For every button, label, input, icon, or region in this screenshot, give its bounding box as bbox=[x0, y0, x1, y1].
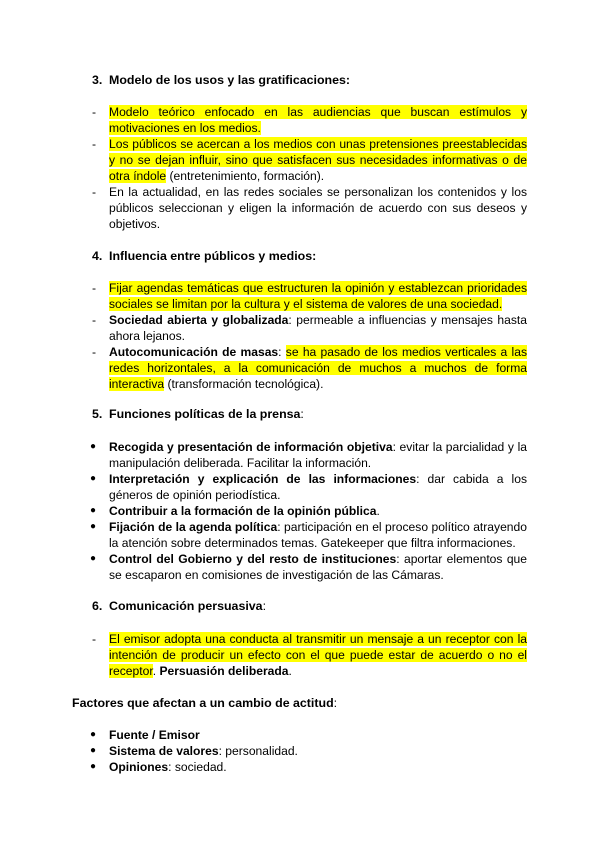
bold-term: Contribuir a la formación de la opinión pública bbox=[109, 504, 377, 518]
bullet-marker: ● bbox=[90, 761, 97, 772]
dash-marker: - bbox=[92, 313, 97, 327]
section-5-number: 5. bbox=[92, 407, 103, 421]
section-5-item-4 bbox=[92, 519, 527, 551]
bold-term: Sociedad abierta y globalizada bbox=[109, 313, 289, 327]
item-text: : dar cabida a los géneros de opinión periodística. bbox=[109, 472, 527, 502]
section-3-item-1 bbox=[92, 104, 527, 136]
section-6-title-suffix: : bbox=[262, 599, 267, 613]
highlighted-text: Los públicos se acercan a los medios con unas pretensiones preestablecidas y no se dejan influir, sino que satisfacen sus necesidades informativas o de otra índole bbox=[109, 137, 527, 183]
bold-term: Control del Gobierno y del resto de instituciones bbox=[109, 552, 397, 566]
section-3-heading bbox=[92, 72, 350, 88]
section-5-item-2 bbox=[92, 471, 527, 503]
dash-marker: - bbox=[92, 632, 97, 646]
section-3-item-3 bbox=[92, 184, 527, 232]
bold-term: Fuente / Emisor bbox=[109, 728, 200, 742]
section-5-item-3 bbox=[92, 503, 527, 519]
section-6-title: Comunicación persuasiva bbox=[109, 599, 263, 613]
bullet-marker: ● bbox=[90, 473, 97, 484]
item-text: (transformación tecnológica). bbox=[164, 377, 324, 391]
item-text: . bbox=[288, 664, 292, 678]
section-4-title: Influencia entre públicos y medios: bbox=[109, 249, 317, 263]
factors-title-suffix: : bbox=[333, 696, 338, 710]
factors-heading bbox=[72, 695, 337, 711]
item-text: . bbox=[376, 504, 380, 518]
factors-item-2 bbox=[92, 743, 527, 759]
item-text: : evitar la parcialidad y la manipulación deliberada. Facilitar la información. bbox=[109, 440, 527, 470]
section-4-item-1 bbox=[92, 280, 527, 312]
bold-term: Sistema de valores bbox=[109, 744, 219, 758]
separator: : bbox=[278, 345, 286, 359]
section-6-item-1 bbox=[92, 631, 527, 679]
bold-term: Persuasión deliberada bbox=[159, 664, 289, 678]
bullet-marker: ● bbox=[90, 729, 97, 740]
section-5-item-1 bbox=[92, 439, 527, 471]
dash-marker: - bbox=[92, 137, 97, 151]
section-3-number: 3. bbox=[92, 73, 103, 87]
factors-item-3 bbox=[92, 759, 527, 775]
section-6-heading bbox=[92, 598, 266, 614]
dash-marker: - bbox=[92, 105, 97, 119]
bullet-marker: ● bbox=[90, 441, 97, 452]
bullet-marker: ● bbox=[90, 745, 97, 756]
bold-term: Autocomunicación de masas bbox=[109, 345, 279, 359]
dash-marker: - bbox=[92, 345, 97, 359]
dash-marker: - bbox=[92, 281, 97, 295]
factors-item-1 bbox=[92, 727, 527, 743]
section-5-heading bbox=[92, 406, 304, 422]
bold-term: Interpretación y explicación de las informaciones bbox=[109, 472, 417, 486]
section-5-title: Funciones políticas de la prensa bbox=[109, 407, 301, 421]
section-5-title-suffix: : bbox=[300, 407, 304, 421]
item-text: : permeable a influencias y mensajes hasta ahora lejanos. bbox=[109, 313, 527, 343]
separator: . bbox=[152, 664, 160, 678]
bold-term: Opiniones bbox=[109, 760, 169, 774]
highlighted-text: Modelo teórico enfocado en las audiencias que buscan estímulos y motivaciones en los medios. bbox=[109, 105, 527, 135]
highlighted-text: Fijar agendas temáticas que estructuren la opinión y establezcan prioridades sociales se limitan por la cultura y el sistema de valores de una sociedad. bbox=[109, 281, 527, 311]
item-text: (entretenimiento, formación). bbox=[166, 169, 325, 183]
dash-marker: - bbox=[92, 185, 97, 199]
factors-title: Factores que afectan a un cambio de actitud bbox=[72, 696, 334, 710]
section-4-number: 4. bbox=[92, 249, 103, 263]
section-4-item-2 bbox=[92, 312, 527, 344]
highlighted-text: se ha pasado de los medios verticales a las redes horizontales, a la comunicación de muchos a muchos de forma interactiva bbox=[109, 345, 527, 391]
section-3-item-2 bbox=[92, 136, 527, 184]
section-4-item-3 bbox=[92, 344, 527, 392]
section-3-title: Modelo de los usos y las gratificaciones: bbox=[109, 73, 350, 87]
item-text: : participación en el proceso político atrayendo la atención sobre determinados temas. Gatekeeper que filtra informaciones. bbox=[109, 520, 527, 550]
section-6-number: 6. bbox=[92, 599, 103, 613]
item-text: : personalidad. bbox=[218, 744, 298, 758]
bold-term: Fijación de la agenda política bbox=[109, 520, 278, 534]
item-text: En la actualidad, en las redes sociales se personalizan los contenidos y los públicos seleccionan y eligen la información de acuerdo con sus deseos y objetivos. bbox=[109, 185, 527, 231]
item-text: : sociedad. bbox=[168, 760, 227, 774]
bullet-marker: ● bbox=[90, 553, 97, 564]
section-4-heading bbox=[92, 248, 316, 264]
section-5-item-5 bbox=[92, 551, 527, 583]
bullet-marker: ● bbox=[90, 521, 97, 532]
bold-term: Recogida y presentación de información objetiva bbox=[109, 440, 393, 454]
bullet-marker: ● bbox=[90, 505, 97, 516]
highlighted-text: El emisor adopta una conducta al transmitir un mensaje a un receptor con la intención de producir un efecto con el que puede estar de acuerdo o no el receptor bbox=[109, 632, 527, 678]
item-text: : aportar elementos que se escaparon en comisiones de investigación de las Cámaras. bbox=[109, 552, 527, 582]
